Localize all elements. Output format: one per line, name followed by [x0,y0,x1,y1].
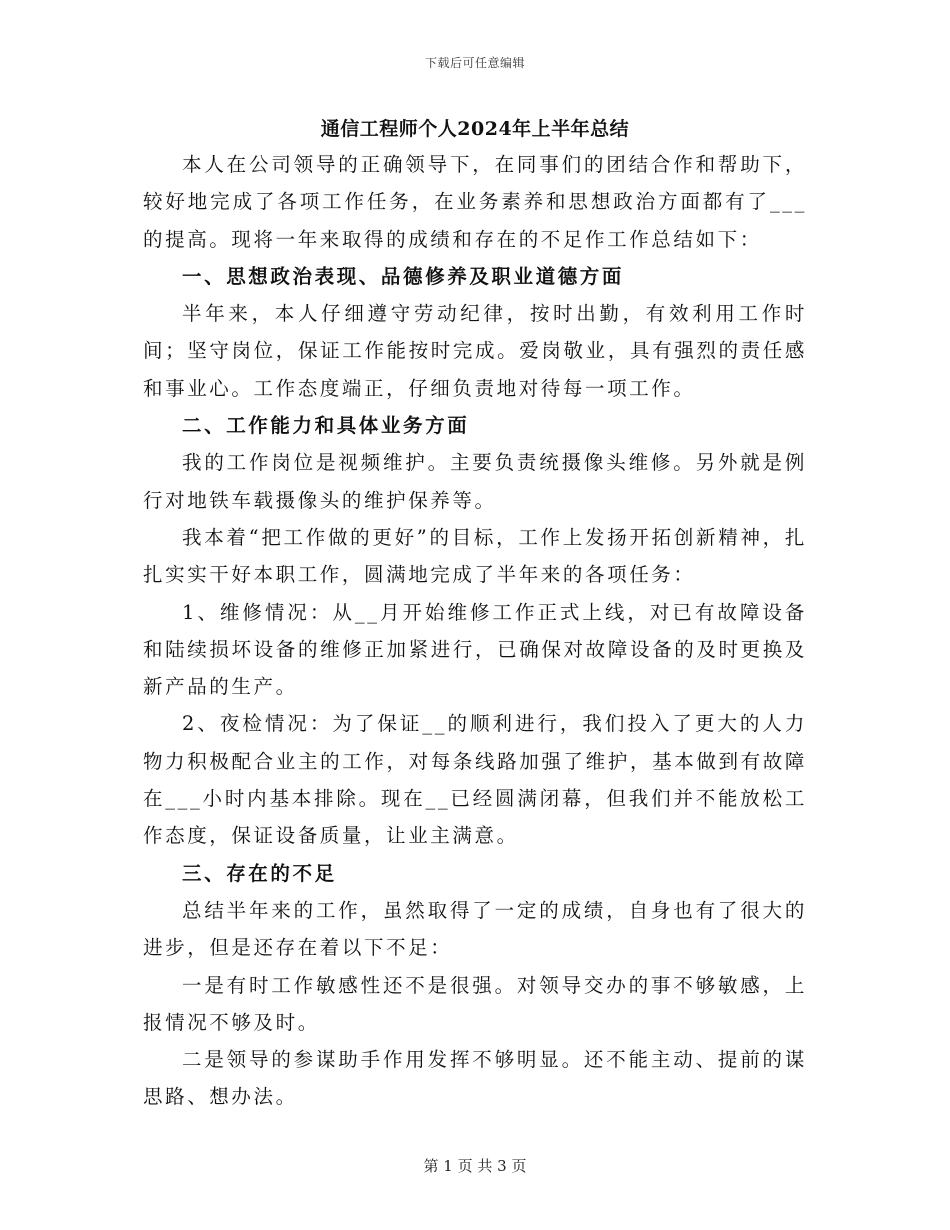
section-heading-1: 一、思想政治表现、品德修养及职业道德方面 [182,264,625,288]
shortcomings-intro-paragraph: 总结半年来的工作，虽然取得了一定的成绩，自身也有了很大的进步，但是还存在着以下不足： [143,898,807,960]
repair-paragraph: 1、维修情况：从__月开始维修工作正式上线，对已有故障设备和陆续损坏设备的维修正加紧进行，已确保对故障设备的及时更换及新产品的生产。 [143,600,807,699]
document-body [143,146,807,1116]
section-heading-2: 二、工作能力和具体业务方面 [182,414,470,438]
header-note: 下载后可任意编辑 [424,56,525,70]
section-1-paragraph: 半年来，本人仔细遵守劳动纪律，按时出勤，有效利用工作时间；坚守岗位，保证工作能按时完成。爱岗敬业，具有强烈的责任感和事业心。工作态度端正，仔细负责地对待每一项工作。 [143,302,807,400]
document-title: 通信工程师个人2024年上半年总结 [320,118,630,140]
intro-paragraph: 本人在公司领导的正确领导下，在同事们的团结合作和帮助下，较好地完成了各项工作任务，在业务素养和思想政治方面都有了___的提高。现将一年来取得的成绩和存在的不足作工作总结如下： [143,153,807,251]
page-indicator: 第 1 页 共 3 页 [423,1157,527,1175]
shortcoming-2-paragraph: 二是领导的参谋助手作用发挥不够明显。还不能主动、提前的谋思路、想办法。 [143,1048,807,1109]
section-heading-3: 三、存在的不足 [182,861,337,885]
shortcoming-1-paragraph: 一是有时工作敏感性还不是很强。对领导交办的事不够敏感，上报情况不够及时。 [143,973,807,1034]
section-2-paragraph-1: 我的工作岗位是视频维护。主要负责统摄像头维修。另外就是例行对地铁车载摄像头的维护保养等。 [143,451,807,512]
night-inspection-paragraph: 2、夜检情况：为了保证__的顺利进行，我们投入了更大的人力物力积极配合业主的工作，对每条线路加强了维护，基本做到有故障在___小时内基本排除。现在__已经圆满闭幕，但我们并不能放松工作态度，保证设备质量，让业主满意。 [143,712,807,848]
section-2-paragraph-2: 我本着“把工作做的更好”的目标，工作上发扬开拓创新精神，扎扎实实干好本职工作，圆满地完成了半年来的各项任务： [143,525,807,587]
